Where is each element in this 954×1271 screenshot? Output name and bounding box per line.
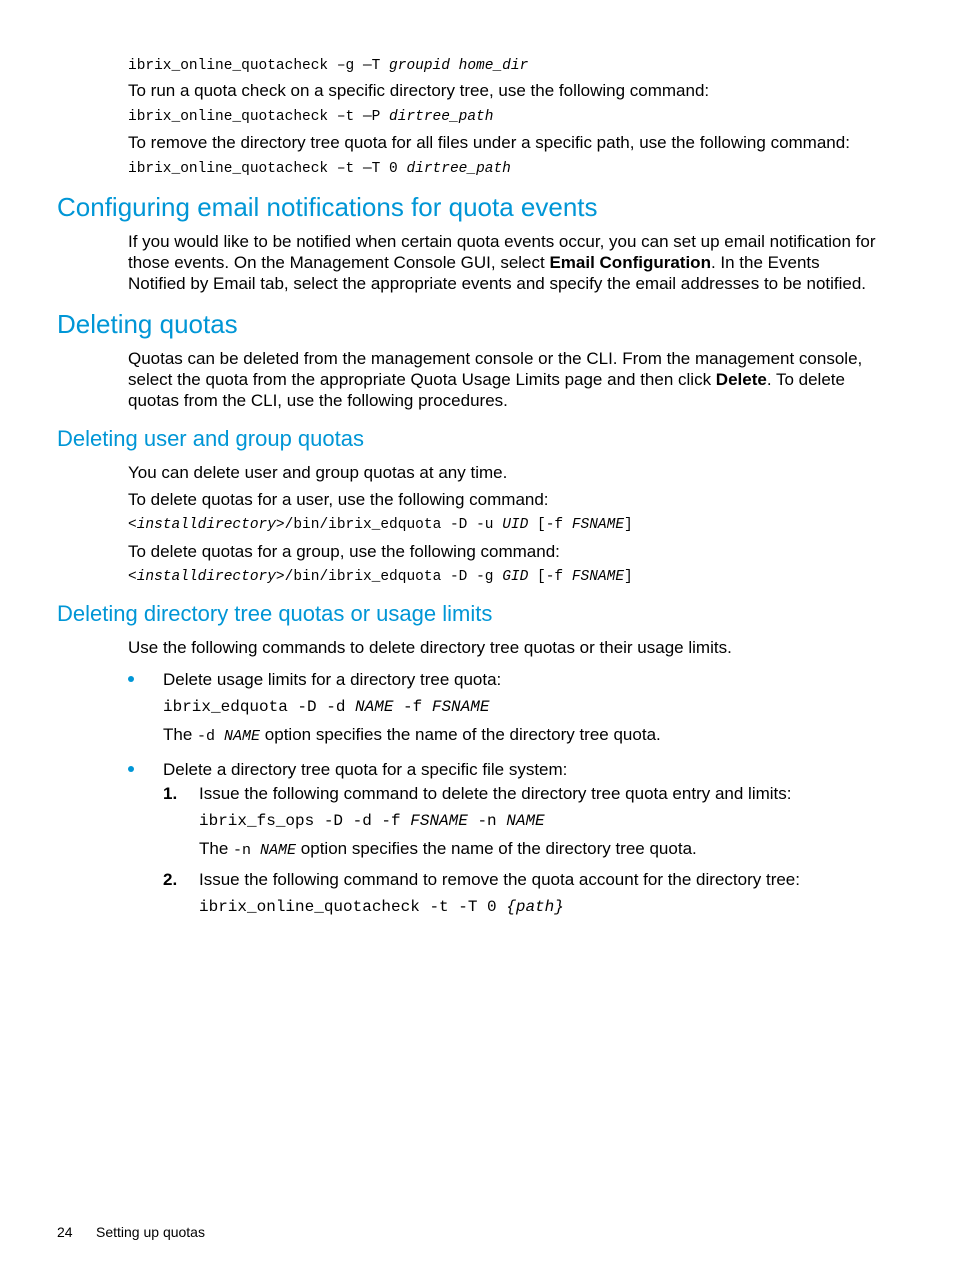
option-note bbox=[199, 838, 697, 860]
command-edquota-user bbox=[128, 516, 633, 534]
note-text: option specifies the name of the directory tree quota. bbox=[260, 725, 661, 744]
command-arg: FSNAME bbox=[571, 517, 625, 533]
command-text: [-f bbox=[528, 569, 572, 585]
command-text: ] bbox=[624, 569, 633, 585]
command-text: -n bbox=[467, 812, 507, 830]
command-fs-ops bbox=[199, 812, 545, 830]
note-text: The bbox=[199, 839, 234, 858]
command-arg: groupid home_dir bbox=[389, 58, 529, 74]
paragraph: To delete quotas for a group, use the following command: bbox=[128, 542, 560, 561]
paragraph: You can delete user and group quotas at any time. bbox=[128, 463, 508, 482]
inline-code-arg: NAME bbox=[224, 728, 261, 745]
command-edquota-dirtree bbox=[163, 698, 489, 716]
section-heading-deleting: Deleting quotas bbox=[57, 309, 238, 339]
command-arg: FSNAME bbox=[571, 569, 625, 585]
subsection-heading-user-group: Deleting user and group quotas bbox=[57, 426, 364, 451]
command-arg: dirtree_path bbox=[389, 109, 494, 125]
option-note bbox=[163, 724, 661, 746]
command-edquota-group bbox=[128, 568, 633, 586]
paragraph-email bbox=[128, 231, 878, 294]
command-arg: dirtree_path bbox=[406, 161, 511, 177]
inline-code: -d bbox=[197, 728, 225, 745]
command-text: ibrix_online_quotacheck –t —P bbox=[128, 109, 390, 125]
command-arg: <installdirectory> bbox=[128, 569, 285, 585]
command-arg: {path} bbox=[506, 898, 564, 916]
note-text: The bbox=[163, 725, 198, 744]
command-arg: FSNAME bbox=[410, 812, 468, 830]
command-arg: <installdirectory> bbox=[128, 517, 285, 533]
command-text: ibrix_online_quotacheck –g —T bbox=[128, 58, 390, 74]
inline-code-arg: NAME bbox=[260, 842, 297, 859]
command-text: /bin/ibrix_edquota -D -g bbox=[284, 569, 503, 585]
command-text: /bin/ibrix_edquota -D -u bbox=[284, 517, 503, 533]
command-arg: NAME bbox=[506, 812, 545, 830]
step-text: Issue the following command to delete the directory tree quota entry and limits: bbox=[199, 784, 792, 803]
command-arg: GID bbox=[502, 569, 529, 585]
paragraph: To delete quotas for a user, use the following command: bbox=[128, 490, 549, 509]
command-quotacheck-remove bbox=[128, 160, 511, 178]
paragraph: Use the following commands to delete directory tree quotas or their usage limits. bbox=[128, 638, 732, 657]
step-number: 2. bbox=[163, 870, 178, 889]
note-text: option specifies the name of the directory tree quota. bbox=[296, 839, 697, 858]
inline-code: -n bbox=[233, 842, 261, 859]
page-number: 24 bbox=[57, 1224, 73, 1240]
command-quotacheck-dirtree bbox=[128, 108, 493, 126]
paragraph-text: Quotas can be deleted from the management console or the CLI. From the management console, select the quota from the appropriate Quota Usage Limits page and then click bbox=[128, 349, 863, 389]
command-text: ibrix_online_quotacheck -t -T 0 bbox=[199, 898, 507, 916]
bullet-text: Delete a directory tree quota for a specific file system: bbox=[163, 760, 568, 779]
paragraph: To remove the directory tree quota for all files under a specific path, use the following command: bbox=[128, 133, 850, 152]
paragraph-deleting bbox=[128, 348, 878, 411]
command-text: ] bbox=[624, 517, 633, 533]
subsection-heading-dirtree: Deleting directory tree quotas or usage limits bbox=[57, 601, 493, 626]
command-text: -f bbox=[393, 698, 432, 716]
step-number: 1. bbox=[163, 784, 178, 803]
command-quotacheck-group bbox=[128, 57, 528, 75]
command-text: ibrix_online_quotacheck –t —T 0 bbox=[128, 161, 407, 177]
paragraph-text: . In the Events Notified by Email tab, select the appropriate events and specify the email addresses to be notified. bbox=[128, 253, 867, 293]
ui-term-delete: Delete bbox=[715, 370, 767, 389]
paragraph: To run a quota check on a specific directory tree, use the following command: bbox=[128, 81, 710, 100]
command-arg: FSNAME bbox=[431, 698, 490, 716]
bullet-icon bbox=[128, 676, 134, 682]
paragraph-text: If you would like to be notified when certain quota events occur, you can set up email notification for those events. On the Management Console GUI, select bbox=[128, 232, 876, 272]
command-arg: UID bbox=[502, 517, 529, 533]
bullet-icon bbox=[128, 766, 134, 772]
command-arg: NAME bbox=[355, 698, 394, 716]
paragraph-text: . To delete quotas from the CLI, use the following procedures. bbox=[128, 370, 845, 410]
ui-term-email-configuration: Email Configuration bbox=[549, 253, 711, 272]
command-quotacheck-path bbox=[199, 898, 564, 916]
step-text: Issue the following command to remove the quota account for the directory tree: bbox=[199, 870, 800, 889]
command-text: ibrix_fs_ops -D -d -f bbox=[199, 812, 411, 830]
section-heading-email: Configuring email notifications for quota events bbox=[57, 192, 598, 222]
bullet-text: Delete usage limits for a directory tree quota: bbox=[163, 670, 502, 689]
command-text: [-f bbox=[528, 517, 572, 533]
footer-section-title: Setting up quotas bbox=[96, 1224, 205, 1240]
command-text: ibrix_edquota -D -d bbox=[163, 698, 356, 716]
